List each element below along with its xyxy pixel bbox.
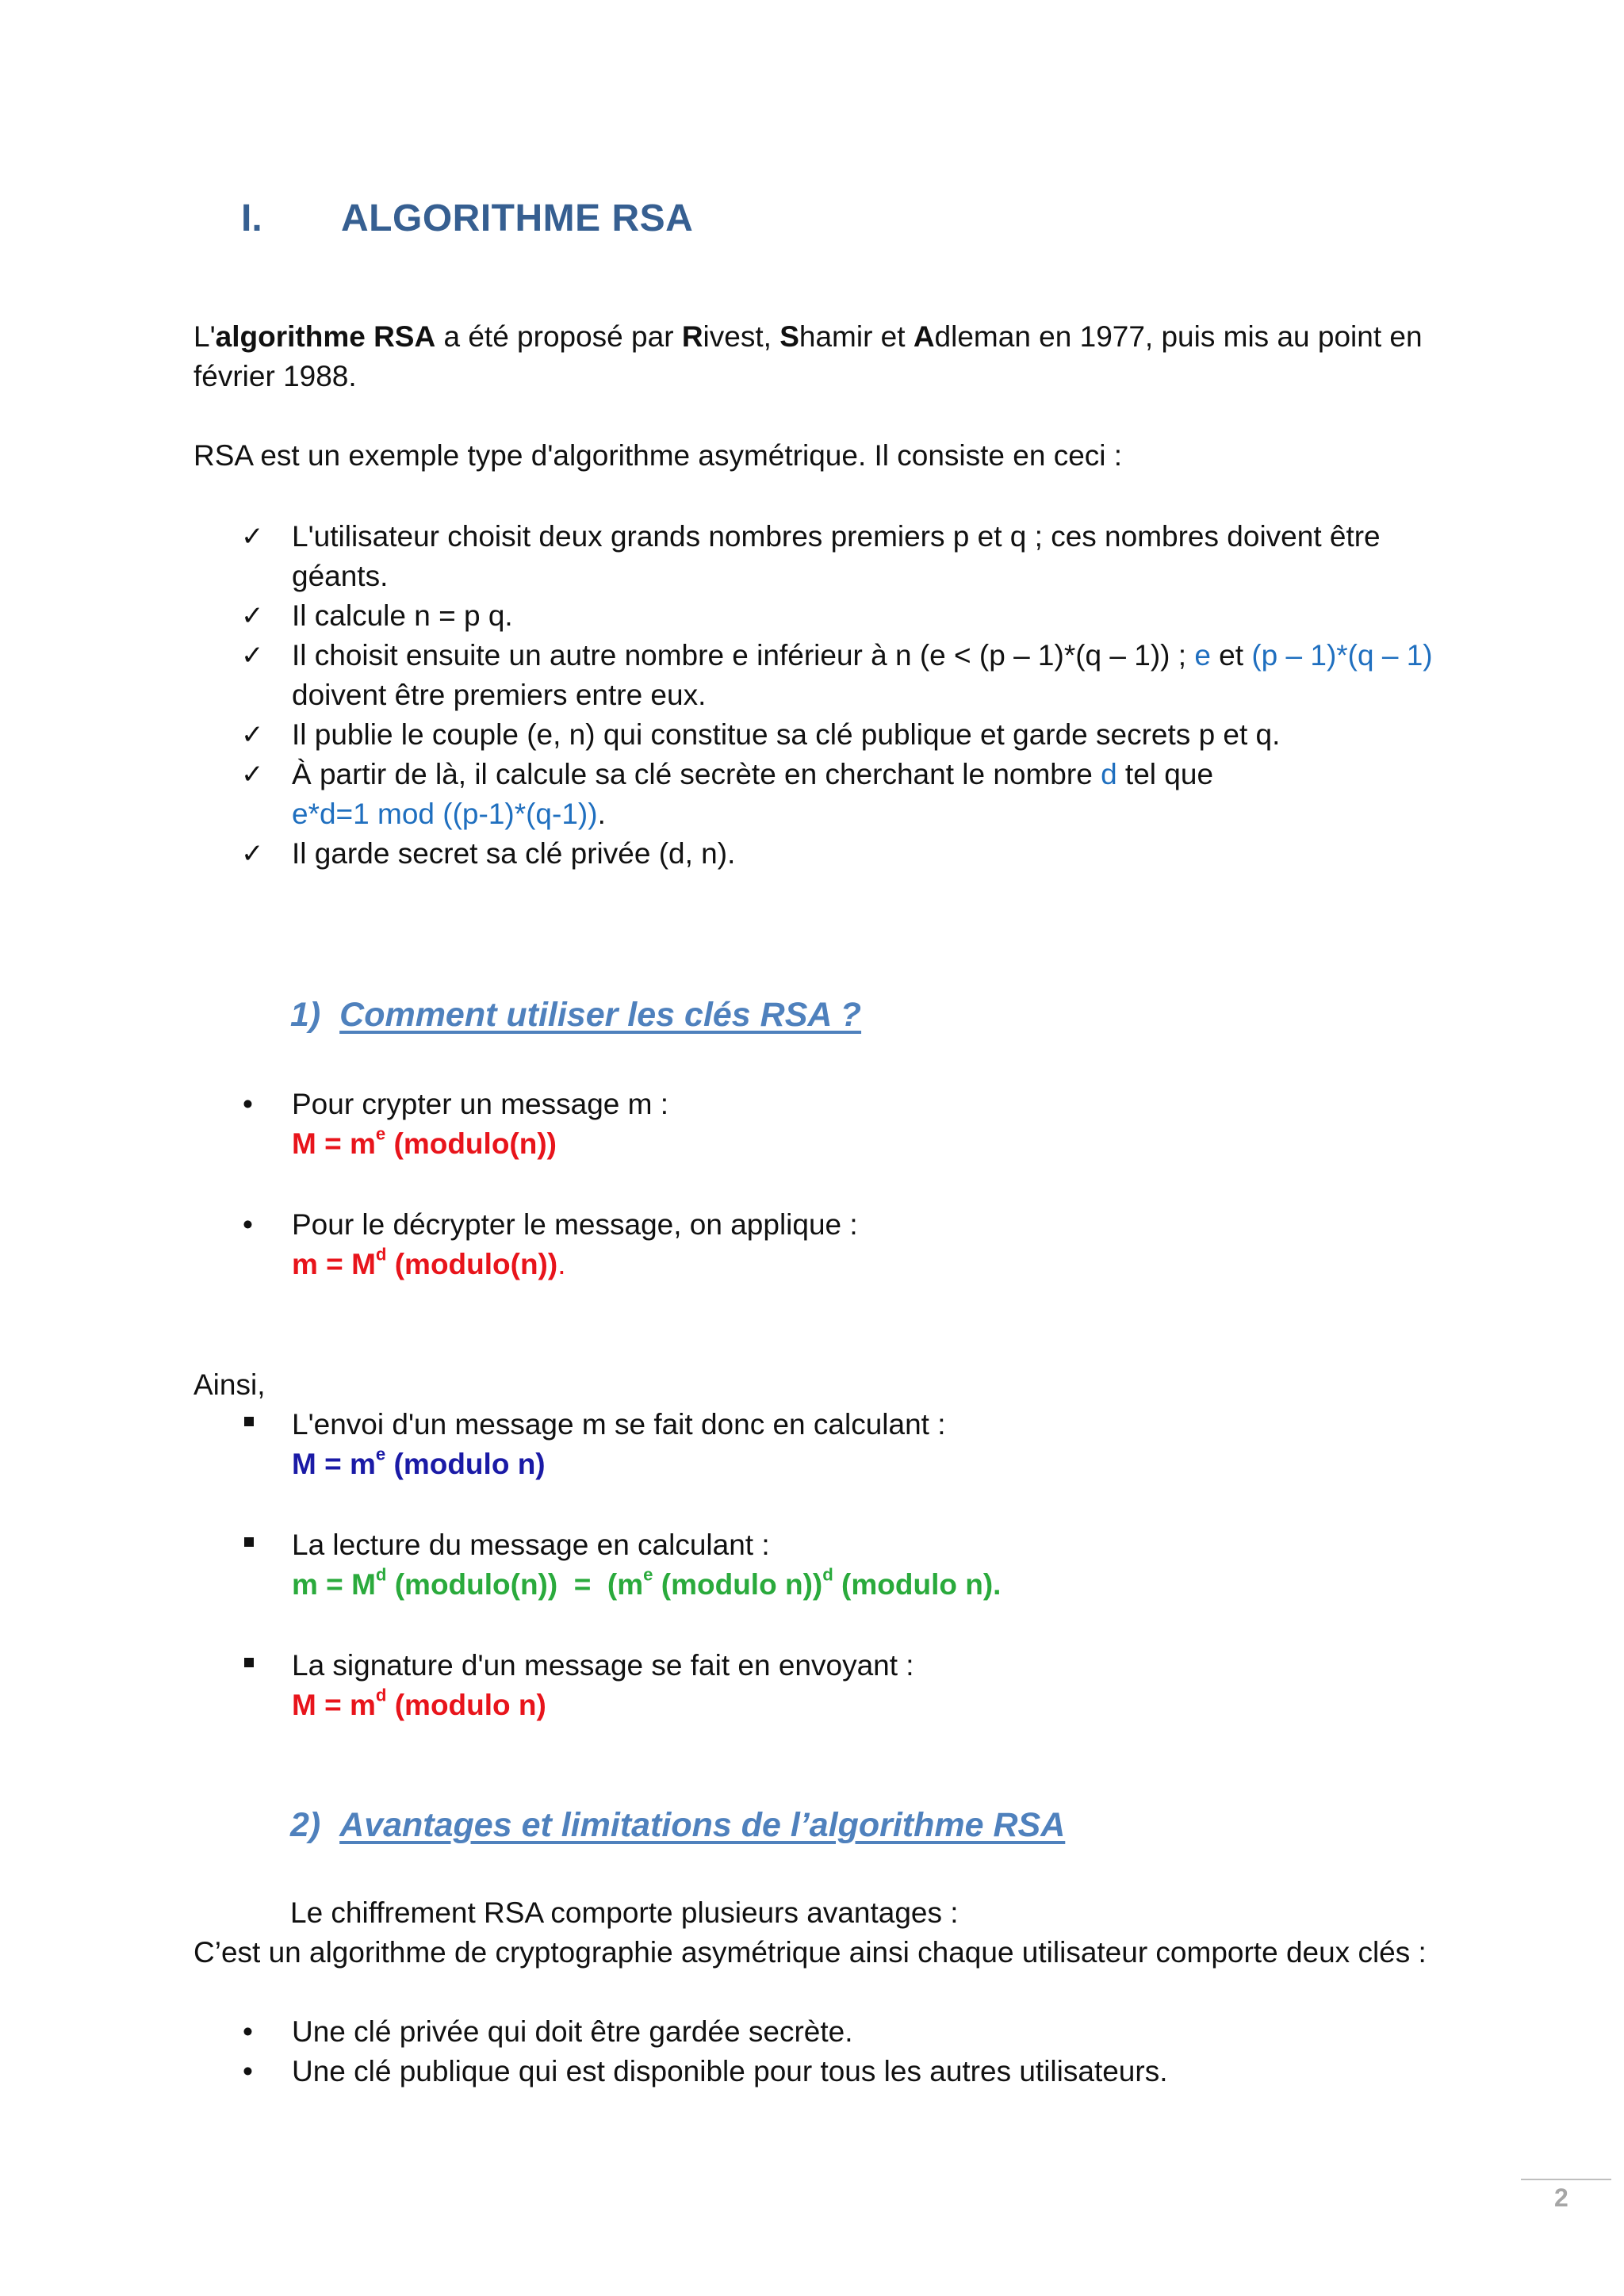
intro-paragraph-line2: février 1988. xyxy=(193,360,357,392)
text: L' xyxy=(193,320,216,353)
ainsi-label: Ainsi, xyxy=(193,1368,266,1401)
check-icon: ✓ xyxy=(241,640,264,672)
square-bullet-icon xyxy=(244,1537,254,1547)
text: (modulo n)) xyxy=(653,1568,823,1601)
text: dleman en 1977, puis mis au point en xyxy=(934,320,1423,353)
text: M = m xyxy=(292,1448,376,1480)
private-key-item: Une clé privée qui doit être gardée secrète. xyxy=(292,2015,853,2048)
text: (modulo(n)) = (m xyxy=(386,1568,644,1601)
section-title: Avantages et limitations de l’algorithme RSA xyxy=(339,1806,1066,1844)
check-item-5-cont xyxy=(292,794,606,834)
check-item-3 xyxy=(292,636,1433,675)
square-bullet-icon xyxy=(244,1417,254,1426)
check-icon: ✓ xyxy=(241,600,264,632)
text: (modulo n) xyxy=(385,1448,546,1480)
check-icon: ✓ xyxy=(241,759,264,790)
formula-decrypt xyxy=(292,1245,565,1284)
exponent: d xyxy=(375,1685,387,1705)
text: À partir de là, il calcule sa clé secrète en cherchant le nombre xyxy=(292,758,1101,790)
heading-number: I. xyxy=(241,197,262,239)
text: (modulo n) xyxy=(386,1689,546,1721)
square-bullet-icon xyxy=(244,1658,254,1667)
exponent: d xyxy=(375,1244,387,1265)
formula-signature xyxy=(292,1686,546,1725)
check-icon: ✓ xyxy=(241,719,264,751)
bullet-icon: • xyxy=(243,2015,253,2048)
bullet-icon: • xyxy=(243,2055,253,2087)
check-item-3-cont: doivent être premiers entre eux. xyxy=(292,679,707,711)
section-number: 2) xyxy=(290,1806,321,1844)
check-item-1: L'utilisateur choisit deux grands nombres premiers p et q ; ces nombres doivent être xyxy=(292,520,1381,553)
exponent: d xyxy=(375,1564,387,1585)
text: et xyxy=(1210,639,1252,672)
highlight-d: d xyxy=(1101,758,1117,790)
check-item-5 xyxy=(292,755,1213,794)
formula-read xyxy=(292,1565,1001,1605)
check-item-1-cont: géants. xyxy=(292,560,389,592)
check-item-6: Il garde secret sa clé privée (d, n). xyxy=(292,837,736,870)
bullet-encrypt: Pour crypter un message m : xyxy=(292,1088,669,1120)
send-message-text: L'envoi d'un message m se fait donc en calculant : xyxy=(292,1408,946,1441)
text: m = M xyxy=(292,1248,376,1280)
page-title: ALGORITHME RSA xyxy=(341,197,694,239)
highlight-phi: (p – 1)*(q – 1) xyxy=(1251,639,1433,672)
section-title: Comment utiliser les clés RSA ? xyxy=(339,996,862,1034)
text: (modulo n). xyxy=(833,1568,1002,1601)
text: . xyxy=(557,1248,566,1280)
formula-send xyxy=(292,1445,546,1484)
advantages-paragraph: C’est un algorithme de cryptographie asymétrique ainsi chaque utilisateur comporte deux clés : xyxy=(193,1936,1427,1969)
check-item-4: Il publie le couple (e, n) qui constitue sa clé publique et garde secrets p et q. xyxy=(292,718,1281,751)
bullet-decrypt: Pour le décrypter le message, on applique : xyxy=(292,1208,858,1241)
exponent: e xyxy=(375,1123,386,1144)
public-key-item: Une clé publique qui est disponible pour tous les autres utilisateurs. xyxy=(292,2055,1168,2087)
section-number: 1) xyxy=(290,996,321,1034)
page-number: 2 xyxy=(1554,2183,1568,2212)
footer-divider xyxy=(1521,2179,1611,2180)
signature-text: La signature d'un message se fait en envoyant : xyxy=(292,1649,914,1682)
text: (modulo(n)) xyxy=(386,1248,558,1280)
text: M = m xyxy=(292,1127,376,1160)
intro-paragraph-line1 xyxy=(193,317,1423,357)
initial-s: S xyxy=(779,320,799,353)
section-1-heading xyxy=(290,996,861,1035)
bullet-icon: • xyxy=(243,1088,253,1120)
bold-term: algorithme RSA xyxy=(215,320,436,353)
initial-r: R xyxy=(681,320,703,353)
text: a été proposé par xyxy=(435,320,682,353)
advantages-intro: Le chiffrement RSA comporte plusieurs avantages : xyxy=(290,1896,959,1929)
text: hamir et xyxy=(799,320,914,353)
text: M = m xyxy=(292,1689,376,1721)
bullet-icon: • xyxy=(243,1208,253,1241)
formula-ed: e*d=1 mod ((p-1)*(q-1)) xyxy=(292,798,598,830)
exponent: e xyxy=(375,1444,386,1464)
section-2-heading xyxy=(290,1806,1065,1845)
highlight-e: e xyxy=(1194,639,1211,672)
formula-encrypt xyxy=(292,1124,557,1164)
intro-paragraph-2: RSA est un exemple type d'algorithme asymétrique. Il consiste en ceci : xyxy=(193,439,1123,472)
text: ivest, xyxy=(703,320,780,353)
text: tel que xyxy=(1116,758,1214,790)
text: Il choisit ensuite un autre nombre e inférieur à n (e < (p – 1)*(q – 1)) ; xyxy=(292,639,1195,672)
exponent: d xyxy=(822,1564,833,1585)
check-item-2: Il calcule n = p q. xyxy=(292,599,513,632)
text: . xyxy=(597,798,606,830)
text: m = M xyxy=(292,1568,376,1601)
initial-a: A xyxy=(913,320,935,353)
read-message-text: La lecture du message en calculant : xyxy=(292,1529,770,1561)
check-icon: ✓ xyxy=(241,521,264,553)
check-icon: ✓ xyxy=(241,838,264,870)
exponent: e xyxy=(643,1564,653,1585)
text: (modulo(n)) xyxy=(385,1127,557,1160)
